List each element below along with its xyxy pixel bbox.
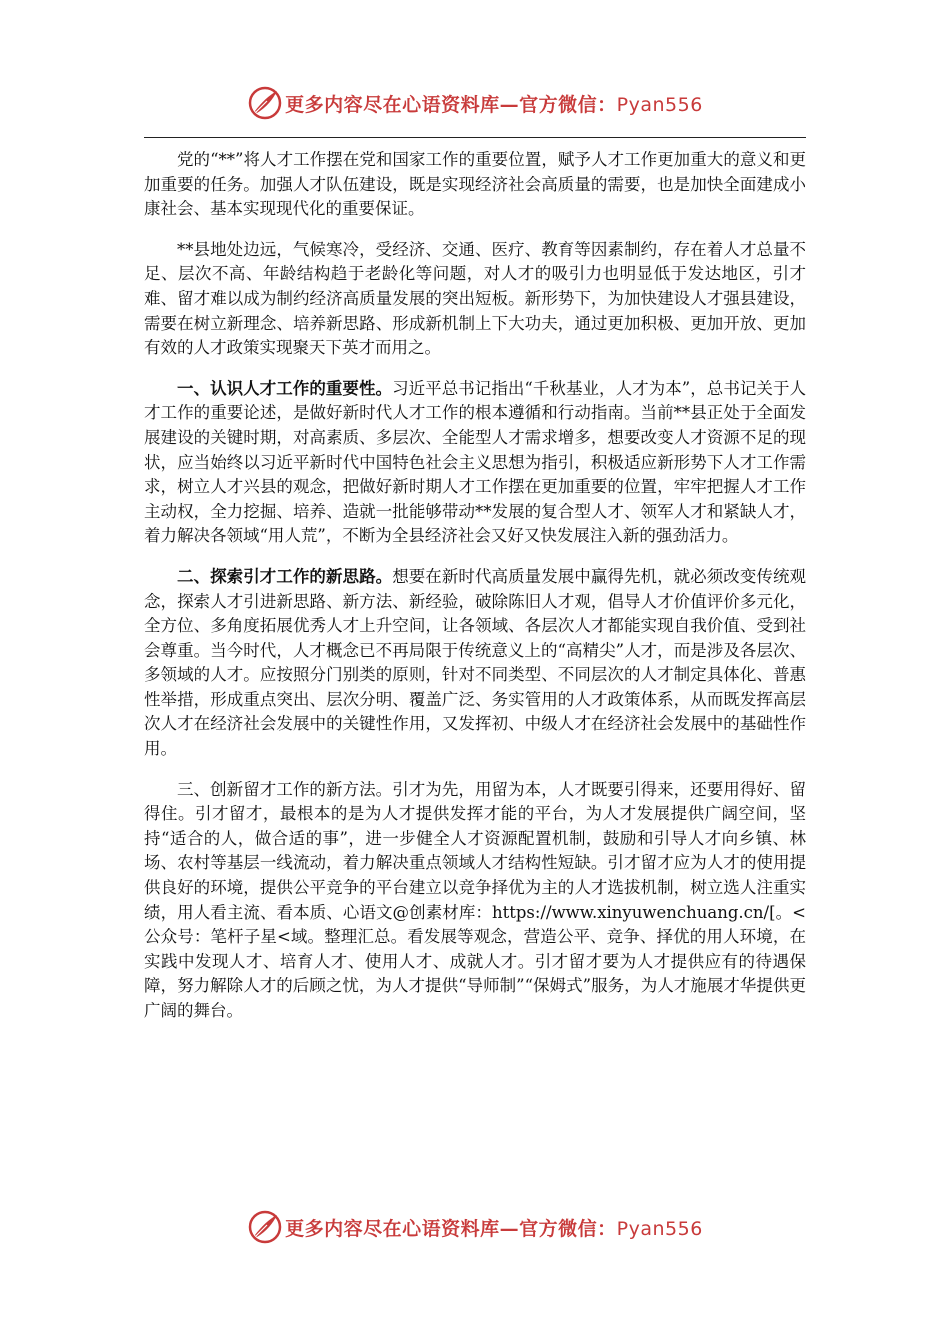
paragraph: 一、认识人才工作的重要性。习近平总书记指出“千秋基业，人才为本”，总书记关于人才工作的重要论述，是做好新时代人才工作的根本遵循和行动指南。当前**县正处于全面发展建设的关键时期，对高素质、多层次、全能型人才需求增多，想要改变人才资源不足的现状，应当始终以习近平新时代中国特色社会主义思想为指引，积极适应新形势下人才工作需求，树立人才兴县的观念，把做好新时期人才工作摆在更加重要的位置，牢牢把握人才工作主动权，全力挖掘、培养、造就一批能够带动**发展的复合型人才、领军人才和紧缺人才，着力解决各领域“用人荒”，不断为全县经济社会又好又快发展注入新的强劲活力。 <box>144 378 807 546</box>
document-body <box>144 148 806 1040</box>
banner-text: 更多内容尽在心语资料库—官方微信：Pyan556 <box>285 93 703 116</box>
wechat-id: Pyan556 <box>616 1217 703 1240</box>
paragraph: 三、创新留才工作的新方法。引才为先，用留为本，人才既要引得来，还要用得好、留得住。引才留才，最根本的是为人才提供发挥才能的平台，为人才发展提供广阔空间，坚持“适合的人，做合适的事”，进一步健全人才资源配置机制，鼓励和引导人才向乡镇、林场、农村等基层一线流动，着力解决重点领域人才结构性短缺。引才留才应为人才的使用提供良好的环境，提供公平竞争的平台建立以竞争择优为主的人才选拔机制，树立选人注重实绩，用人看主流、看本质、心语文@创素材库：https://www.xinyuwenchuang.cn/[。<公众号：笔杆子星<域。整理汇总。看发展等观念，营造公平、竞争、择优的用人环境，在实践中发现人才、培育人才、使用人才、成就人才。引才留才要为人才提供应有的待遇保障，努力解除人才的后顾之忧，为人才提供“导师制”“保姆式”服务，为人才施展才华提供更广阔的舞台。 <box>144 779 806 1020</box>
paragraph: **县地处边远，气候寒冷，受经济、交通、医疗、教育等因素制约，存在着人才总量不足、层次不高、年龄结构趋于老龄化等问题，对人才的吸引力也明显低于发达地区，引才难、留才难以成为制约经济高质量发展的突出短板。新形势下，为加快建设人才强县建设，需要在树立新理念、培养新思路、形成新机制上下大功夫，通过更加积极、更加开放、更加有效的人才政策实现聚天下英才而用之。 <box>144 239 806 358</box>
paragraph: 党的“**”将人才工作摆在党和国家工作的重要位置，赋予人才工作更加重大的意义和更加重要的任务。加强人才队伍建设，既是实现经济社会高质量的需要，也是加快全面建成小康社会、基本实现现代化的重要保证。 <box>144 150 806 219</box>
footer-banner <box>0 1207 950 1247</box>
quill-logo-icon <box>247 1209 283 1245</box>
banner-text: 更多内容尽在心语资料库—官方微信：Pyan556 <box>285 1217 703 1240</box>
header-divider <box>144 137 806 138</box>
paragraph: 二、探索引才工作的新思路。想要在新时代高质量发展中赢得先机，就必须改变传统观念，探索人才引进新思路、新方法、新经验，破除陈旧人才观，倡导人才价值评价多元化，全方位、多角度拓展优秀人才上升空间，让各领域、各层次人才都能实现自我价值、受到社会尊重。当今时代，人才概念已不再局限于传统意义上的“高精尖”人才，而是涉及各层次、多领域的人才。应按照分门别类的原则，针对不同类型、不同层次的人才制定具体化、普惠性举措，形成重点突出、层次分明、覆盖广泛、务实管用的人才政策体系，从而既发挥高层次人才在经济社会发展中的关键性作用，又发挥初、中级人才在经济社会发展中的基础性作用。 <box>144 566 807 759</box>
wechat-id: Pyan556 <box>616 93 703 116</box>
quill-logo-icon <box>247 85 283 121</box>
section-heading: 二、探索引才工作的新思路。 <box>177 566 393 586</box>
section-heading: 一、认识人才工作的重要性。 <box>177 378 393 398</box>
header-banner <box>0 83 950 123</box>
